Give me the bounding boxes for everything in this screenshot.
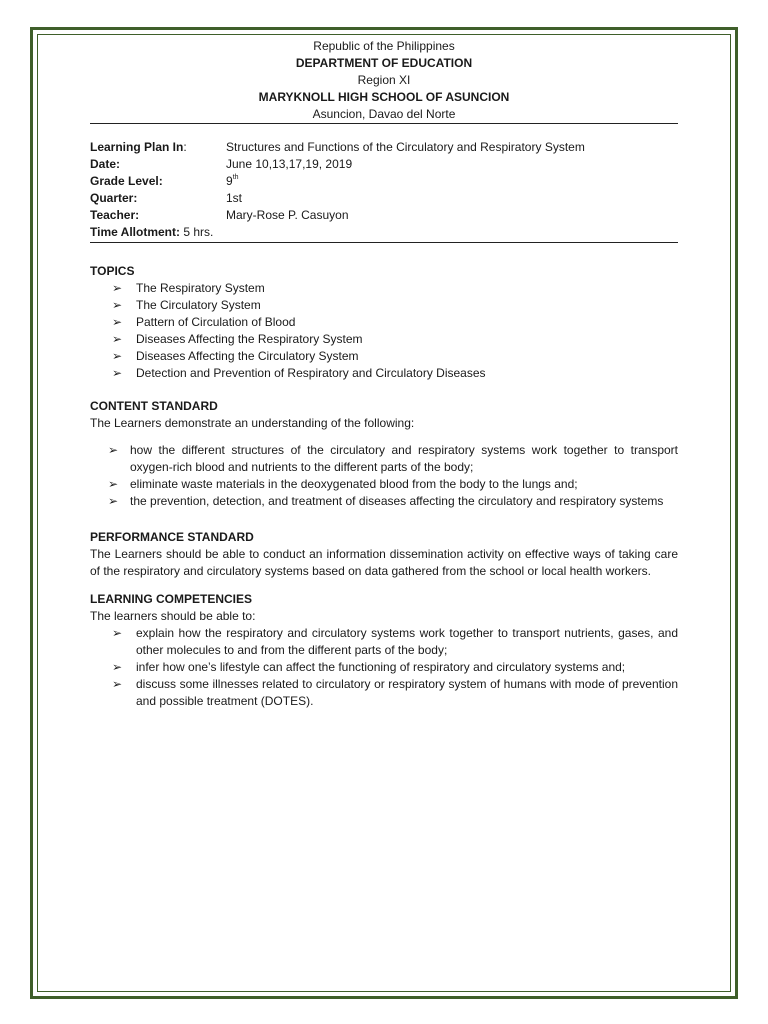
arrow-bullet-icon: ➢ <box>112 349 123 363</box>
arrow-bullet-icon: ➢ <box>112 315 123 329</box>
topics-list <box>90 280 678 382</box>
standard-text: how the different structures of the circulatory and respiratory systems work together to transport oxygen-rich blood and nutrients to the different parts of the body; <box>130 443 678 474</box>
list-item <box>90 625 678 659</box>
topic-text: The Circulatory System <box>136 298 261 312</box>
grade-superscript: th <box>232 174 239 181</box>
list-item <box>90 676 678 710</box>
arrow-bullet-icon: ➢ <box>112 677 123 691</box>
document-header <box>90 38 678 123</box>
info-divider <box>90 242 678 243</box>
content-standard-title: CONTENT STANDARD <box>90 399 218 413</box>
list-item <box>90 297 678 314</box>
topics-section <box>90 263 678 382</box>
arrow-bullet-icon: ➢ <box>112 660 123 674</box>
date-label: Date: <box>90 157 121 171</box>
grade-value: 9 <box>226 174 233 188</box>
topics-title: TOPICS <box>90 264 135 278</box>
list-item <box>90 314 678 331</box>
quarter-value: 1st <box>226 191 243 205</box>
arrow-bullet-icon: ➢ <box>108 477 119 491</box>
arrow-bullet-icon: ➢ <box>108 494 119 508</box>
list-item <box>90 348 678 365</box>
list-item <box>90 442 678 476</box>
list-item <box>90 493 678 510</box>
info-row-date <box>90 156 678 173</box>
list-item <box>90 365 678 382</box>
info-row-time <box>90 224 678 241</box>
info-row-teacher <box>90 207 678 224</box>
grade-label: Grade Level: <box>90 174 163 188</box>
content-standard-section <box>90 398 678 510</box>
time-value: 5 hrs. <box>183 225 214 239</box>
competency-text: discuss some illnesses related to circulatory or respiratory system of humans with mode of prevention and possible treatment (DOTES). <box>136 677 678 708</box>
school-name: MARYKNOLL HIGH SCHOOL OF ASUNCION <box>258 90 510 104</box>
learning-plan-colon: : <box>183 140 187 154</box>
arrow-bullet-icon: ➢ <box>112 281 123 295</box>
content-standard-list <box>90 442 678 510</box>
arrow-bullet-icon: ➢ <box>112 366 123 380</box>
competency-text: explain how the respiratory and circulatory systems work together to transport nutrients, gases, and other molecules to and from the different parts of the body; <box>136 626 678 657</box>
list-item <box>90 659 678 676</box>
list-item <box>90 476 678 493</box>
header-divider <box>90 123 678 124</box>
standard-text: the prevention, detection, and treatment of diseases affecting the circulatory and respiratory systems <box>130 494 664 508</box>
topic-text: Pattern of Circulation of Blood <box>136 315 296 329</box>
arrow-bullet-icon: ➢ <box>108 443 119 457</box>
info-row-quarter <box>90 190 678 207</box>
time-label: Time Allotment: <box>90 225 181 239</box>
topic-text: The Respiratory System <box>136 281 265 295</box>
learning-competencies-intro: The learners should be able to: <box>90 609 256 623</box>
topic-text: Detection and Prevention of Respiratory and Circulatory Diseases <box>136 366 486 380</box>
learning-competencies-list <box>90 625 678 710</box>
region-line: Region XI <box>357 73 411 87</box>
performance-standard-title: PERFORMANCE STANDARD <box>90 530 254 544</box>
plan-info-table <box>90 139 678 241</box>
teacher-value: Mary-Rose P. Casuyon <box>226 208 349 222</box>
learning-plan-value: Structures and Functions of the Circulatory and Respiratory System <box>226 140 585 154</box>
quarter-label: Quarter: <box>90 191 138 205</box>
arrow-bullet-icon: ➢ <box>112 626 123 640</box>
info-row-grade <box>90 173 678 190</box>
topic-text: Diseases Affecting the Circulatory System <box>136 349 359 363</box>
content-standard-intro: The Learners demonstrate an understanding of the following: <box>90 416 415 430</box>
republic-line: Republic of the Philippines <box>313 39 455 53</box>
learning-plan-document <box>90 38 678 710</box>
department-line: DEPARTMENT OF EDUCATION <box>295 56 473 70</box>
date-value: June 10,13,17,19, 2019 <box>226 157 353 171</box>
school-address: Asuncion, Davao del Norte <box>312 107 456 121</box>
learning-competencies-title: LEARNING COMPETENCIES <box>90 592 253 606</box>
arrow-bullet-icon: ➢ <box>112 332 123 346</box>
teacher-label: Teacher: <box>90 208 140 222</box>
info-row-learning-plan <box>90 139 678 156</box>
learning-plan-label: Learning Plan In <box>90 140 184 154</box>
performance-standard-text: The Learners should be able to conduct an information dissemination activity on effective ways of taking care of the respiratory and circulatory systems based on data gathered from the school or local health workers. <box>90 547 678 578</box>
performance-standard-section <box>90 529 678 580</box>
list-item <box>90 331 678 348</box>
arrow-bullet-icon: ➢ <box>112 298 123 312</box>
learning-competencies-section <box>90 591 678 710</box>
list-item <box>90 280 678 297</box>
competency-text: infer how one’s lifestyle can affect the functioning of respiratory and circulatory systems and; <box>136 660 626 674</box>
standard-text: eliminate waste materials in the deoxygenated blood from the body to the lungs and; <box>130 477 578 491</box>
topic-text: Diseases Affecting the Respiratory System <box>136 332 363 346</box>
